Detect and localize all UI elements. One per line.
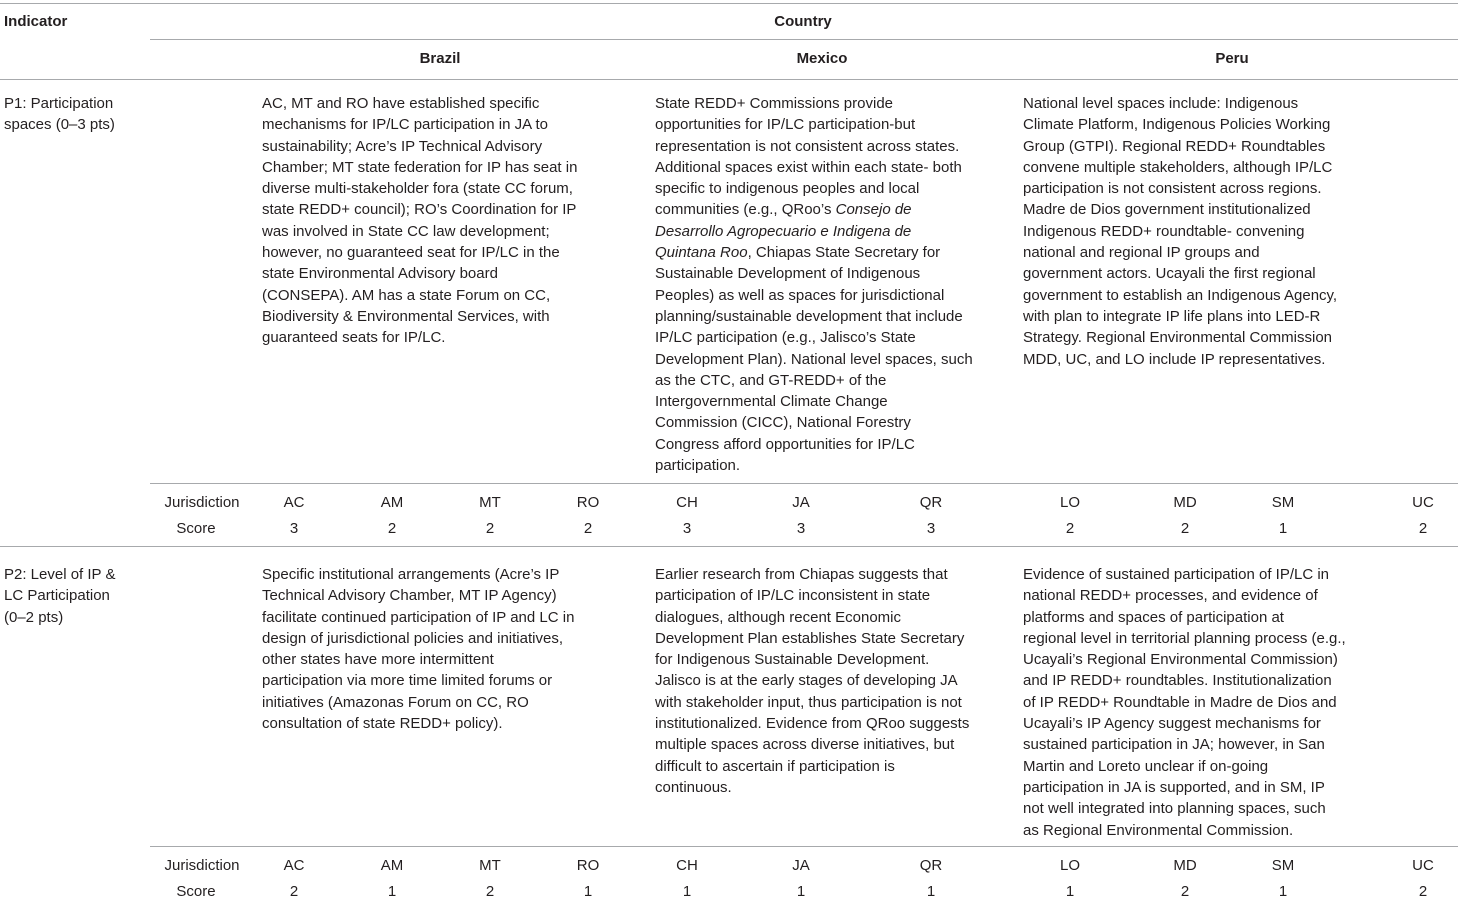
p1-mexico-text: State REDD+ Commissions provide opportunities for IP/LC participation-but representation is not consistent across states. Additional spaces exist within each state- both specific to indigenous peoples and local communities (e.g., QRoo’s Consejo de Desarrollo Agropecuario e Indigena de Quintana Roo, Chiapas State Secretary for Sustainable Development of Indigenous Peoples) as well as spaces for jurisdictional planning/sustainable development that include IP/LC participation (e.g., Jalisco’s State Development Plan). National level spaces, such as the CTC, and GT-REDD+ of the Intergovernmental Climate Change Commission (CICC), National Forestry Congress afford opportunities for IP/LC participation. [655, 95, 973, 475]
p1-jurisdiction-label: Jurisdiction [164, 494, 240, 511]
p2-jurisdiction-am: AM [380, 857, 404, 874]
p1-score-md: 2 [1180, 520, 1190, 537]
country-mexico: Mexico [796, 50, 848, 67]
p1-text-rule [150, 483, 1458, 484]
p1-jurisdiction-lo: LO [1059, 494, 1080, 511]
p1-score-mt: 2 [485, 520, 495, 537]
p2-score-sm: 1 [1278, 883, 1288, 900]
p2-score-ac: 2 [289, 883, 299, 900]
p2-jurisdiction-ch: CH [676, 857, 698, 874]
p2-score-label: Score [176, 883, 216, 900]
p1-jurisdiction-qr: QR [919, 494, 943, 511]
p1-jurisdiction-mt: MT [479, 494, 501, 511]
p2-text-rule [150, 846, 1458, 847]
p2-score-ro: 1 [583, 883, 593, 900]
country-rule [150, 39, 1458, 40]
p2-jurisdiction-uc: UC [1412, 857, 1434, 874]
p1-score-uc: 2 [1418, 520, 1428, 537]
p2-score-uc: 2 [1418, 883, 1428, 900]
p2-score-am: 1 [387, 883, 397, 900]
p1-score-sm: 1 [1278, 520, 1288, 537]
p2-peru-text: Evidence of sustained participation of IP/LC in national REDD+ processes, and evidence of platforms and spaces of participation at regional level in territorial planning process (e.g., Ucayali’s Regional Environmental Commission) and IP REDD+ roundtables. Institutionalization of IP REDD+ Roundtable in Madre de Dios and Ucayali’s IP Agency suggest mechanisms for sustained participation in JA; however, in San Martin and Loreto unclear if on-going participation in JA is supported, and in SM, IP not well integrated into planning spaces, such as Regional Environmental Commission. [1023, 566, 1346, 839]
p2-score-lo: 1 [1065, 883, 1075, 900]
p2-score-ch: 1 [682, 883, 692, 900]
p1-brazil-text: AC, MT and RO have established specific mechanisms for IP/LC participation in JA to sustainability; Acre’s IP Technical Advisory Chamber; MT state federation for IP has seat in diverse multi-stakeholder fora (state CC forum, state REDD+ council); RO’s Coordination for IP was involved in State CC law development; however, no guaranteed seat for IP/LC in the state Environmental Advisory board (CONSEPA). AM has a state Forum on CC, Biodiversity & Environmental Services, with guaranteed seats for IP/LC. [262, 95, 578, 347]
p1-score-ja: 3 [796, 520, 806, 537]
country-brazil: Brazil [419, 50, 461, 67]
p1-score-ac: 3 [289, 520, 299, 537]
p2-jurisdiction-ja: JA [792, 857, 810, 874]
p1-jurisdiction-am: AM [380, 494, 404, 511]
p2-score-ja: 1 [796, 883, 806, 900]
p2-brazil-text: Specific institutional arrangements (Acre’s IP Technical Advisory Chamber, MT IP Agency) facilitate continued participation of IP and LC in design of jurisdictional policies and initiatives, other states have more intermittent participation via more time limited forums or initiatives (Amazonas Forum on CC, RO consultation of state REDD+ policy). [262, 566, 575, 733]
country-header: Country [774, 13, 832, 30]
p2-indicator: P2: Level of IP & LC Participation (0–2 pts) [4, 566, 116, 626]
p1-score-lo: 2 [1065, 520, 1075, 537]
p1-score-label: Score [176, 520, 216, 537]
p2-jurisdiction-sm: SM [1271, 857, 1295, 874]
p1-score-qr: 3 [926, 520, 936, 537]
p1-jurisdiction-ro: RO [576, 494, 600, 511]
p1-jurisdiction-uc: UC [1412, 494, 1434, 511]
header-bottom-rule [0, 79, 1458, 80]
p2-score-md: 2 [1180, 883, 1190, 900]
p2-jurisdiction-qr: QR [919, 857, 943, 874]
p2-jurisdiction-md: MD [1173, 857, 1197, 874]
p1-indicator: P1: Participation spaces (0–3 pts) [4, 95, 115, 134]
p1-jurisdiction-ac: AC [283, 494, 305, 511]
p1-jurisdiction-ja: JA [792, 494, 810, 511]
indicator-header: Indicator [4, 13, 68, 30]
p1-bottom-rule [0, 546, 1458, 547]
p2-jurisdiction-ro: RO [576, 857, 600, 874]
p2-jurisdiction-label: Jurisdiction [164, 857, 240, 874]
p1-score-ch: 3 [682, 520, 692, 537]
p2-mexico-text: Earlier research from Chiapas suggests that participation of IP/LC inconsistent in state dialogues, although recent Economic Development Plan establishes State Secretary for Indigenous Sustainable Development. Jalisco is at the early stages of developing JA with stakeholder input, thus participation is not institutionalized. Evidence from QRoo suggests multiple spaces across diverse initiatives, but difficult to ascertain if participation is continuous. [655, 566, 970, 796]
p1-score-am: 2 [387, 520, 397, 537]
top-rule [0, 3, 1458, 4]
p2-jurisdiction-ac: AC [283, 857, 305, 874]
p1-score-ro: 2 [583, 520, 593, 537]
p2-jurisdiction-lo: LO [1059, 857, 1080, 874]
country-peru: Peru [1215, 50, 1249, 67]
p2-score-qr: 1 [926, 883, 936, 900]
p1-peru-text: National level spaces include: Indigenous Climate Platform, Indigenous Policies Working Group (GTPI). Regional REDD+ Roundtables convene multiple stakeholders, although IP/LC participation is not consistent across regions. Madre de Dios government institutionalized Indigenous REDD+ roundtable- convening national and regional IP groups and government actors. Ucayali the first regional government to establish an Indigenous Agency, with plan to integrate IP life plans into LED-R Strategy. Regional Environmental Commission MDD, UC, and LO include IP representatives. [1023, 95, 1338, 368]
p2-jurisdiction-mt: MT [479, 857, 501, 874]
p1-jurisdiction-ch: CH [676, 494, 698, 511]
p2-score-mt: 2 [485, 883, 495, 900]
p1-jurisdiction-sm: SM [1271, 494, 1295, 511]
p1-jurisdiction-md: MD [1173, 494, 1197, 511]
